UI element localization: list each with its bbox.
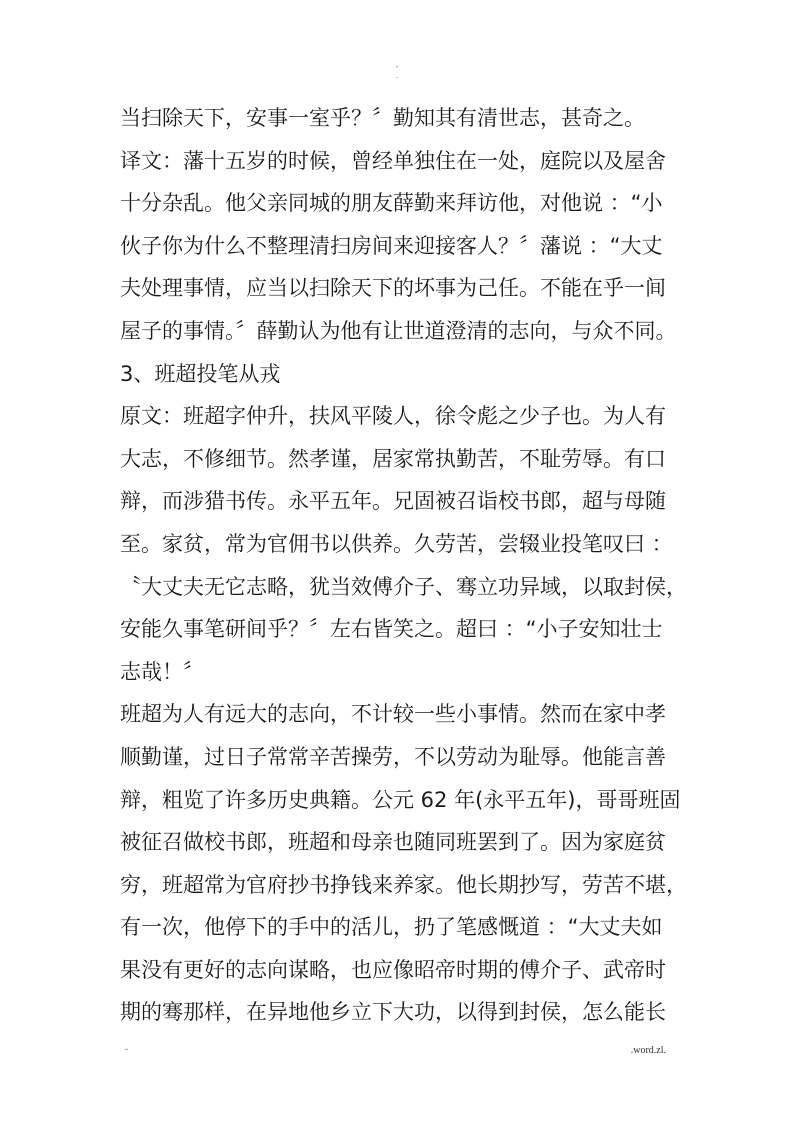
text-line: 顺勤谨，过日子常常辛苦操劳，不以劳动为耻辱。他能言善 (120, 744, 666, 769)
text-line: 夫处理事情，应当以扫除天下的坏事为己任。不能在乎一间 (120, 276, 666, 301)
text-line: 屋子的事情。〞薛勤认为他有让世道澄清的志向，与众不同。 (120, 318, 677, 343)
footer-watermark: .word.zl. (630, 1045, 666, 1056)
text-line: 班超为人有远大的志向，不计较一些小事情。然而在家中孝 (120, 702, 666, 727)
text-line: 有一次，他停下的手中的活儿，扔了笔感慨道 ：“大丈夫如 (120, 915, 663, 940)
footer-mark: - (125, 1044, 128, 1054)
text-line: 至。家贫，常为官佣书以供养。久劳苦，尝辍业投笔叹曰 ： (120, 531, 673, 556)
text-line: 〝大丈夫无它志略，犹当效傅介子、骞立功异域，以取封侯， (120, 574, 687, 599)
document-body (120, 97, 687, 1034)
text-line: 穷，班超常为官府抄书挣钱来养家。他长期抄写，劳苦不堪， (120, 872, 687, 897)
text-line: 辩，而涉猎书传。永平五年。兄固被召诣校书郎，超与母随 (120, 489, 666, 514)
header-mark-top: - (395, 62, 399, 71)
text-line: 大志，不修细节。然孝谨，居家常执勤苦，不耻劳辱。有口 (120, 446, 666, 471)
header-mark (392, 62, 402, 80)
text-line: 伙子你为什么不整理清扫房间来迎接客人？〞藩说 ：“大丈 (120, 233, 663, 258)
text-line: 果没有更好的志向谋略，也应像昭帝时期的傅介子、武帝时 (120, 957, 666, 982)
text-line: 期的骞那样，在异地他乡立下大功，以得到封侯，怎么能长 (120, 1000, 666, 1025)
text-line: 安能久事笔研间乎？〞左右皆笑之。超曰 ：“小子安知壮士 (120, 617, 663, 642)
text-line: 原文：班超字仲升，扶风平陵人，徐令彪之少子也。为人有 (120, 404, 666, 429)
text-line: 志哉！〞 (120, 659, 204, 684)
text-line: 被征召做校书郎，班超和母亲也随同班罢到了。因为家庭贫 (120, 830, 666, 855)
header-mark-bottom: . (395, 71, 399, 80)
text-line: 十分杂乱。他父亲同城的朋友薛勤来拜访他，对他说 ：“小 (120, 191, 663, 216)
text-line: 辩，粗览了许多历史典籍。公元 62 年(永平五年)，哥哥班固 (120, 787, 681, 812)
section-heading: 3、班超投笔从戎 (120, 361, 281, 386)
text-line: 译文：藩十五岁的时候，曾经单独住在一处，庭院以及屋舍 (120, 148, 666, 173)
text-line: 当扫除天下，安事一室乎？〞勤知其有清世志，甚奇之。 (120, 106, 645, 130)
